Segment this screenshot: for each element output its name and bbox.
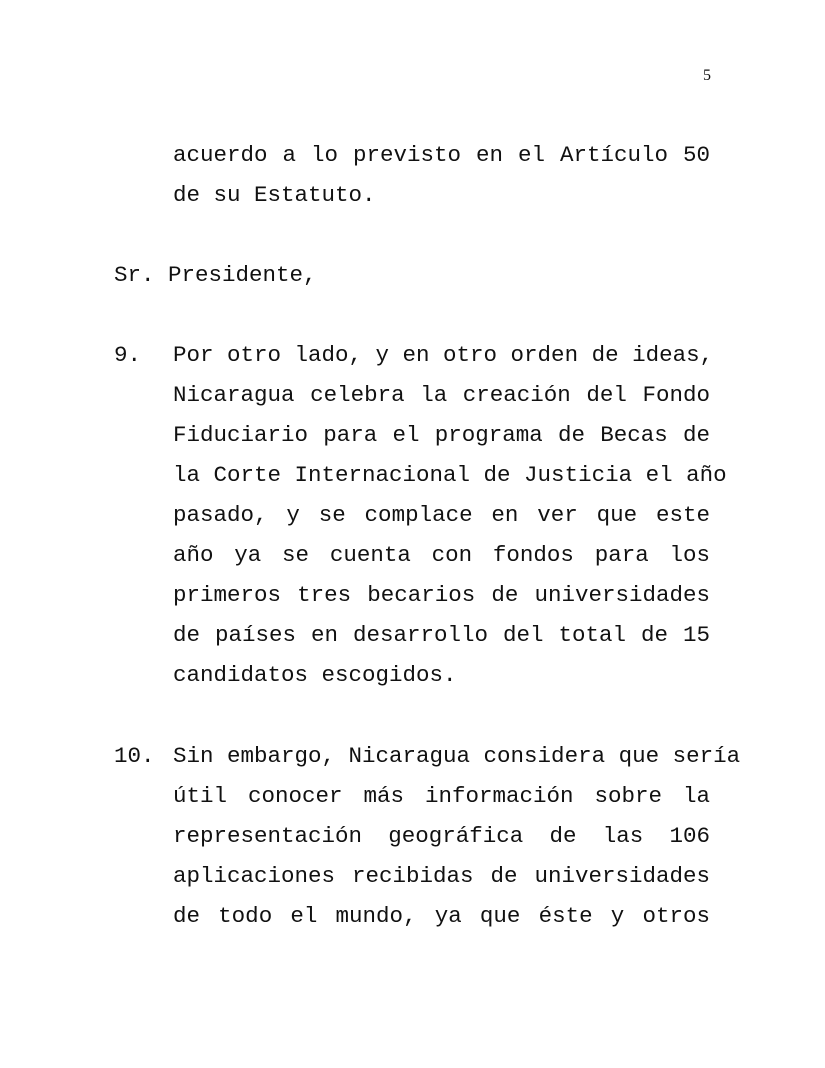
paragraph-number: 9. — [114, 342, 142, 368]
text-line: representación geográfica de las 106 — [173, 823, 710, 849]
text-line: Sin embargo, Nicaragua considera que sería — [173, 743, 741, 769]
text-line: útil conocer más información sobre la — [173, 783, 710, 809]
text-line: año ya se cuenta con fondos para los — [173, 542, 710, 568]
text-line: de su Estatuto. — [173, 182, 376, 208]
paragraph-number: 10. — [114, 743, 155, 769]
text-line: pasado, y se complace en ver que este — [173, 502, 710, 528]
text-line: de todo el mundo, ya que éste y otros — [173, 903, 710, 929]
text-line: Fiduciario para el programa de Becas de — [173, 422, 710, 448]
salutation: Sr. Presidente, — [114, 262, 317, 288]
text-line: aplicaciones recibidas de universidades — [173, 863, 710, 889]
text-line: candidatos escogidos. — [173, 662, 457, 688]
text-line: Por otro lado, y en otro orden de ideas, — [173, 342, 714, 368]
text-line: la Corte Internacional de Justicia el año — [173, 462, 727, 488]
text-line: primeros tres becarios de universidades — [173, 582, 710, 608]
text-line: Nicaragua celebra la creación del Fondo — [173, 382, 710, 408]
text-line: de países en desarrollo del total de 15 — [173, 622, 710, 648]
page-number: 5 — [703, 67, 711, 84]
text-line: acuerdo a lo previsto en el Artículo 50 — [173, 142, 710, 168]
